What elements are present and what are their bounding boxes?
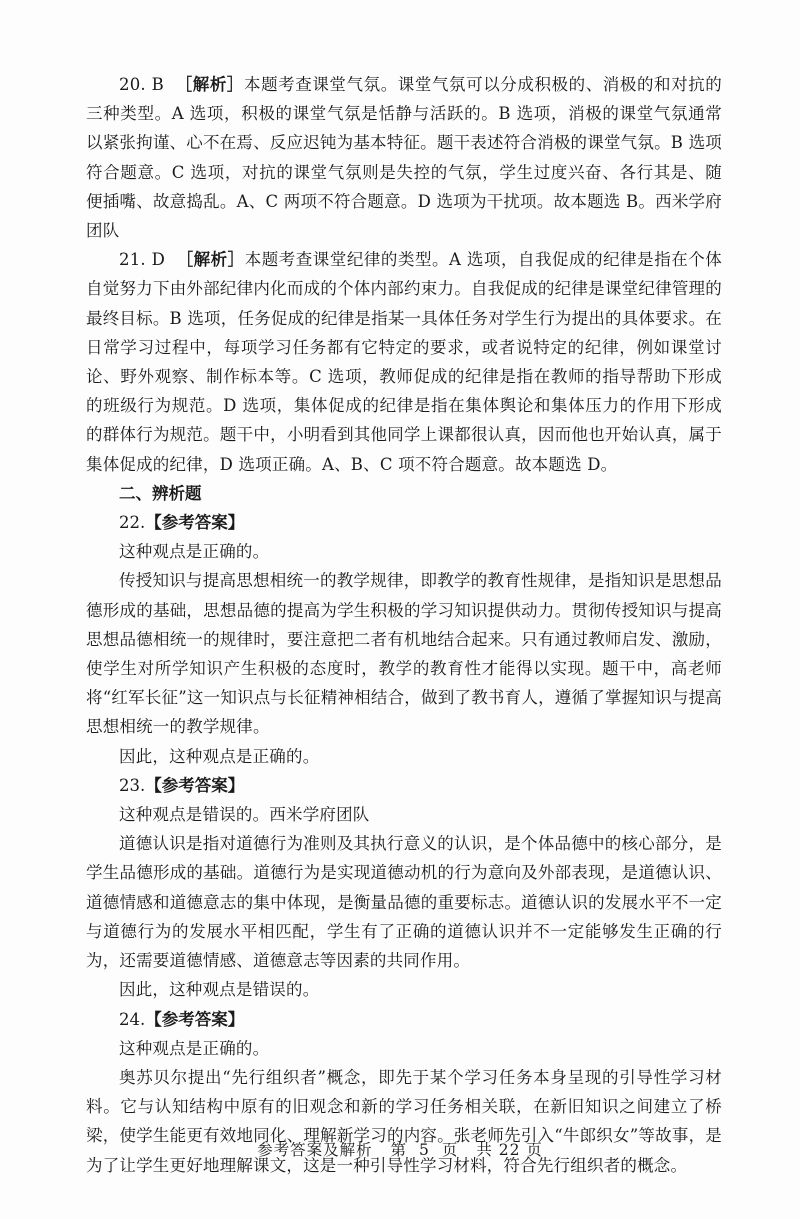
q22-conclusion: 因此，这种观点是正确的。 bbox=[119, 746, 320, 766]
q20-text: 本题考查课堂气氛。课堂气氛可以分成积极的、消极的和对抗的三种类型。A 选项，积极的课堂气氛是恬静与活跃的。B 选项，消极的课堂气氛通常以紧张拘谨、心不在焉、反应迟钝为基本特征。题干表述符合消极的课堂气氛。B 选项符合题意。C 选项，对抗的课堂气氛则是失控的气氛，学生过度兴奋、各行其是、随便插嘴、故意捣乱。A、C 两项不符合题意。D 选项为干扰项。故本题选 B。西米学府团队 bbox=[86, 75, 722, 241]
q24-body: 奥苏贝尔提出“先行组织者”概念，即先于某个学习任务本身呈现的引导性学习材料。它与认知结构中原有的旧观念和新的学习任务相关联，在新旧知识之间建立了桥梁，使学生能更有效地同化、理解新学习的内容。张老师先引入“牛郎织女”等故事，是为了让学生更好地理解课文，这是一种引导性学习材料，符合先行组织者的概念。 bbox=[86, 1067, 722, 1175]
q22-verdict: 这种观点是正确的。 bbox=[119, 542, 270, 562]
page-footer bbox=[0, 1138, 800, 1160]
q24-number: 24. bbox=[119, 1009, 146, 1029]
q23-verdict: 这种观点是错误的。西米学府团队 bbox=[119, 805, 370, 825]
q23-number: 23. bbox=[119, 775, 146, 795]
q23-conclusion: 因此，这种观点是错误的。 bbox=[119, 980, 320, 1000]
q21-number: 21. D bbox=[119, 250, 166, 270]
page-content bbox=[86, 70, 722, 1180]
footer-page-number: 5 bbox=[419, 1141, 430, 1159]
footer-page-prefix: 第 bbox=[390, 1141, 408, 1159]
footer-title: 参考答案及解析 bbox=[257, 1141, 373, 1159]
q21-analysis-label: ［解析］ bbox=[176, 250, 245, 270]
question-24-head bbox=[86, 1005, 722, 1034]
q20-analysis-label: ［解析］ bbox=[175, 75, 245, 94]
q22-body: 传授知识与提高思想相统一的教学规律，即教学的教育性规律，是指知识是思想品德形成的基础，思想品德的提高为学生积极的学习知识提供动力。贯彻传授知识与提高思想品德相统一的规律时，要注意把二者有机地结合起来。只有通过教师启发、激励，使学生对所学知识产生积极的态度时，教学的教育性才能得以实现。题干中，高老师将“红军长征”这一知识点与长征精神相结合，做到了教书育人，遵循了掌握知识与提高思想相统一的教学规律。 bbox=[86, 571, 722, 737]
q24-verdict: 这种观点是正确的。 bbox=[119, 1038, 270, 1058]
question-20 bbox=[86, 70, 722, 245]
q23-answer-tag: 【参考答案】 bbox=[145, 775, 245, 795]
q20-number: 20. B bbox=[119, 75, 164, 94]
q22-answer-tag: 【参考答案】 bbox=[145, 513, 245, 533]
question-23-head bbox=[86, 771, 722, 800]
question-21 bbox=[86, 245, 722, 479]
footer-total-pages: 共 22 页 bbox=[476, 1141, 543, 1159]
section-heading-discrimination: 二、辨析题 bbox=[119, 483, 202, 503]
q23-body: 道德认识是指对道德行为准则及其执行意义的认识，是个体品德中的核心部分，是学生品德形成的基础。道德行为是实现道德动机的行为意向及外部表现，是道德认识、道德情感和道德意志的集中体现，是衡量品德的重要标志。道德认识的发展水平不一定与道德行为的发展水平相匹配，学生有了正确的道德认识并不一定能够发生正确的行为，还需要道德情感、道德意志等因素的共同作用。 bbox=[86, 834, 722, 971]
q22-number: 22. bbox=[119, 513, 146, 533]
footer-page-unit: 页 bbox=[441, 1141, 459, 1159]
q24-answer-tag: 【参考答案】 bbox=[145, 1009, 245, 1029]
q21-text: 本题考查课堂纪律的类型。A 选项，自我促成的纪律是指在个体自觉努力下由外部纪律内化而成的个体内部约束力。自我促成的纪律是课堂纪律管理的最终目标。B 选项，任务促成的纪律是指某一具体任务对学生行为提出的具体要求。在日常学习过程中，每项学习任务都有它特定的要求，或者说特定的纪律，例如课堂讨论、野外观察、制作标本等。C 选项，教师促成的纪律是指在教师的指导帮助下形成的班级行为规范。D 选项，集体促成的纪律是指在集体舆论和集体压力的作用下形成的群体行为规范。题干中，小明看到其他同学上课都很认真，因而他也开始认真，属于集体促成的纪律，D 选项正确。A、B、C 项不符合题意。故本题选 D。 bbox=[86, 250, 722, 474]
question-22-head bbox=[86, 508, 722, 537]
